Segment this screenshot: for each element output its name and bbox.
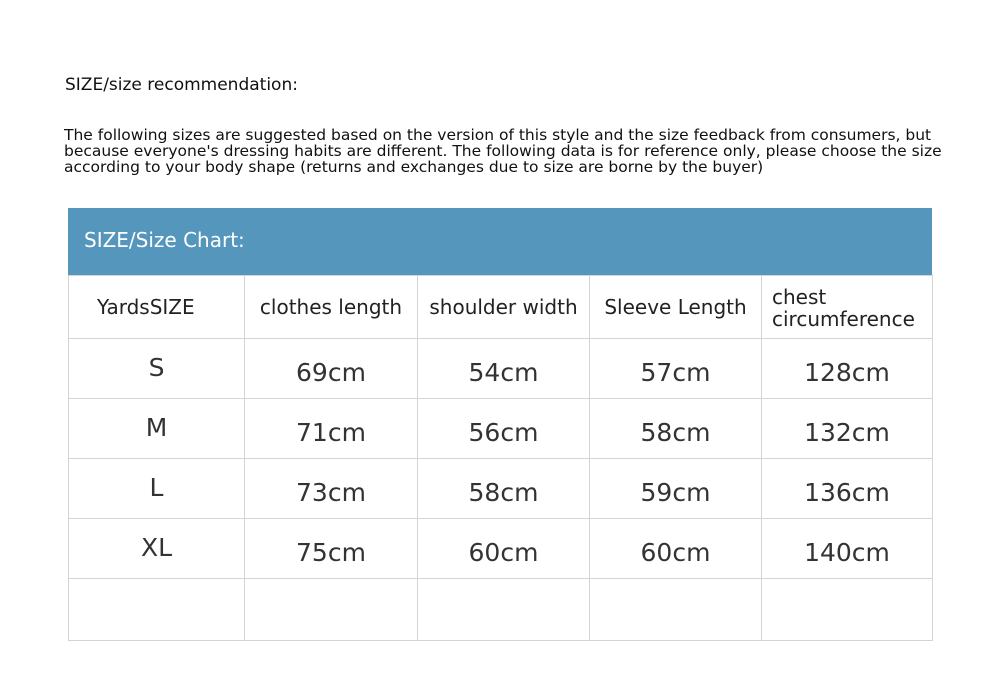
size-chart bbox=[68, 208, 932, 647]
size-cell: S bbox=[69, 339, 245, 399]
size-chart-title: SIZE/Size Chart: bbox=[84, 228, 245, 252]
sleeve-length-cell: 59cm bbox=[590, 459, 762, 519]
size-chart-banner bbox=[68, 208, 932, 275]
chest-cell: 140cm bbox=[762, 519, 933, 579]
clothes-length-cell: 71cm bbox=[245, 399, 418, 459]
sleeve-length-cell: 60cm bbox=[590, 519, 762, 579]
empty-cell bbox=[418, 579, 590, 641]
shoulder-width-cell: 58cm bbox=[418, 459, 590, 519]
column-header-size: YardsSIZE bbox=[69, 276, 245, 339]
table-row bbox=[69, 519, 933, 579]
empty-cell bbox=[245, 579, 418, 641]
empty-cell bbox=[590, 579, 762, 641]
clothes-length-cell: 73cm bbox=[245, 459, 418, 519]
sleeve-length-cell: 58cm bbox=[590, 399, 762, 459]
column-header-sleeve-length: Sleeve Length bbox=[590, 276, 762, 339]
size-cell: M bbox=[69, 399, 245, 459]
column-header-chest-circumference: chest circumference bbox=[762, 276, 933, 339]
size-table bbox=[68, 275, 933, 641]
clothes-length-cell: 75cm bbox=[245, 519, 418, 579]
chest-cell: 136cm bbox=[762, 459, 933, 519]
empty-cell bbox=[762, 579, 933, 641]
table-row bbox=[69, 459, 933, 519]
shoulder-width-cell: 54cm bbox=[418, 339, 590, 399]
size-recommendation-text: The following sizes are suggested based on the version of this style and the size feedback from consumers, but because everyone's dressing habits are different. The following data is for reference only, please choose the size according to your body shape (returns and exchanges due to size are borne by the buyer) bbox=[64, 126, 942, 176]
chest-cell: 128cm bbox=[762, 339, 933, 399]
table-header-row bbox=[69, 276, 933, 339]
column-header-shoulder-width: shoulder width bbox=[418, 276, 590, 339]
size-cell: XL bbox=[69, 519, 245, 579]
chest-cell: 132cm bbox=[762, 399, 933, 459]
size-cell: L bbox=[69, 459, 245, 519]
sleeve-length-cell: 57cm bbox=[590, 339, 762, 399]
shoulder-width-cell: 56cm bbox=[418, 399, 590, 459]
page-heading: SIZE/size recommendation: bbox=[65, 75, 298, 95]
table-row-empty bbox=[69, 579, 933, 641]
empty-cell bbox=[69, 579, 245, 641]
table-row bbox=[69, 399, 933, 459]
shoulder-width-cell: 60cm bbox=[418, 519, 590, 579]
clothes-length-cell: 69cm bbox=[245, 339, 418, 399]
column-header-clothes-length: clothes length bbox=[245, 276, 418, 339]
table-row bbox=[69, 339, 933, 399]
